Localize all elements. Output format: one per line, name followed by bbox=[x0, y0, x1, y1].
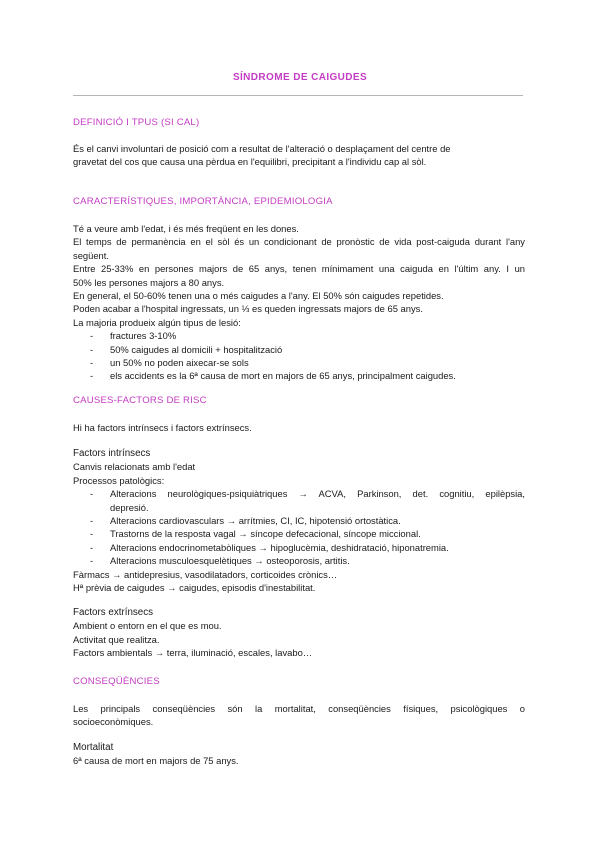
paragraph-line: Activitat que realitza. bbox=[73, 633, 160, 645]
paragraph-line: Hi ha factors intrínsecs i factors extrínsecs. bbox=[73, 422, 252, 433]
document-title: SÍNDROME DE CAIGUDES bbox=[232, 72, 368, 83]
section-definition-body bbox=[73, 142, 525, 169]
list-item: - Alteracions cardiovasculars → arrítmies, CI, IC, hipotensió ortostàtica. bbox=[90, 515, 401, 527]
intrinsic-factors-block bbox=[73, 447, 525, 594]
mortality-block bbox=[73, 741, 525, 768]
paragraph-line: Processos patològics: bbox=[73, 474, 165, 486]
paragraph-line: Entre 25-33% en persones majors de 65 anys, tenen mínimament una caiguda en l'últim any. I un bbox=[73, 263, 525, 275]
paragraph-line: El temps de permanència en el sòl és un condicionant de pronòstic de vida post-caiguda durant l'any bbox=[73, 236, 525, 248]
paragraph-line: socioeconòmiques. bbox=[73, 716, 154, 728]
paragraph-line: Ambient o entorn en el que es mou. bbox=[73, 620, 222, 632]
paragraph-line: Hª prèvia de caigudes → caigudes, episodis d'inestabilitat. bbox=[73, 582, 316, 594]
list-item: - Alteracions neurològiques-psiquiàtriques → ACVA, Parkinson, det. cognitiu, epilèpsia, depresió. bbox=[90, 488, 525, 513]
list-item: - Alteracions musculoesquelètiques → osteoporosis, artitis. bbox=[90, 555, 350, 567]
paragraph-line: En general, el 50-60% tenen una o més caigudes a l'any. El 50% són caigudes repetides. bbox=[73, 290, 444, 302]
list-item: - un 50% no poden aixecar-se sols bbox=[90, 357, 249, 369]
section-characteristics-body bbox=[73, 222, 525, 383]
list-item: - 50% caigudes al domicili + hospitalització bbox=[90, 343, 283, 355]
pathology-list bbox=[73, 487, 525, 567]
subheading-extrinsic: Factors extrínsecs bbox=[73, 607, 154, 618]
paragraph-line: següent. bbox=[73, 249, 109, 261]
risk-factors-intro bbox=[73, 421, 525, 434]
subheading-mortality: Mortalitat bbox=[73, 742, 114, 753]
paragraph-line: Fàrmacs → antidepresius, vasodilatadors, corticoides crònics… bbox=[73, 568, 338, 580]
list-item: - Trastorns de la resposta vagal → síncope defecacional, síncope miccional. bbox=[90, 528, 421, 540]
paragraph-line: La majoria produeix algún tipus de lesió: bbox=[73, 316, 241, 328]
section-heading-consequences: CONSEQÜÈNCIES bbox=[73, 676, 160, 687]
title-divider bbox=[73, 95, 523, 96]
paragraph-line: 6ª causa de mort en majors de 75 anys. bbox=[73, 755, 239, 767]
paragraph-line: Té a veure amb l'edat, i és més freqüent en les dones. bbox=[73, 223, 299, 234]
paragraph-line: gravetat del cos que causa una pèrdua en l'equilibri, precipitant a l'individu cap al sòl. bbox=[73, 156, 427, 168]
list-item: - fractures 3-10% bbox=[90, 330, 177, 342]
section-consequences-body bbox=[73, 702, 525, 729]
injury-list bbox=[73, 329, 525, 383]
paragraph-line: Poden acabar a l'hospital ingressats, un ⅓ es queden ingressats majors de 65 anys. bbox=[73, 303, 423, 315]
section-heading-risk-factors: CAUSES-FACTORS DE RISC bbox=[73, 395, 207, 406]
list-item: - Alteracions endocrinometabòliques → hipoglucèmia, deshidratació, hiponatremia. bbox=[90, 541, 449, 553]
subheading-intrinsic: Factors intrínsecs bbox=[73, 448, 151, 459]
paragraph-line: Les principals conseqüències són la mortalitat, conseqüències físiques, psicològiques o bbox=[73, 703, 525, 714]
paragraph-line: Canvis relacionats amb l'edat bbox=[73, 461, 196, 473]
section-heading-characteristics: CARACTERÍSTIQUES, IMPORTÀNCIA, EPIDEMIOLOGIA bbox=[73, 196, 333, 207]
extrinsic-factors-block bbox=[73, 606, 525, 660]
paragraph-line: Factors ambientals → terra, iluminació, escales, lavabo… bbox=[73, 647, 313, 659]
paragraph-line: És el canvi involuntari de posició com a resultat de l'alteració o desplaçament del centre de bbox=[73, 143, 451, 154]
section-heading-definition: DEFINICIÓ I TPUS (SI CAL) bbox=[73, 117, 200, 128]
list-item: - els accidents es la 6ª causa de mort en majors de 65 anys, principalment caigudes. bbox=[90, 370, 456, 382]
paragraph-line: 50% les persones majors a 80 anys. bbox=[73, 276, 225, 288]
